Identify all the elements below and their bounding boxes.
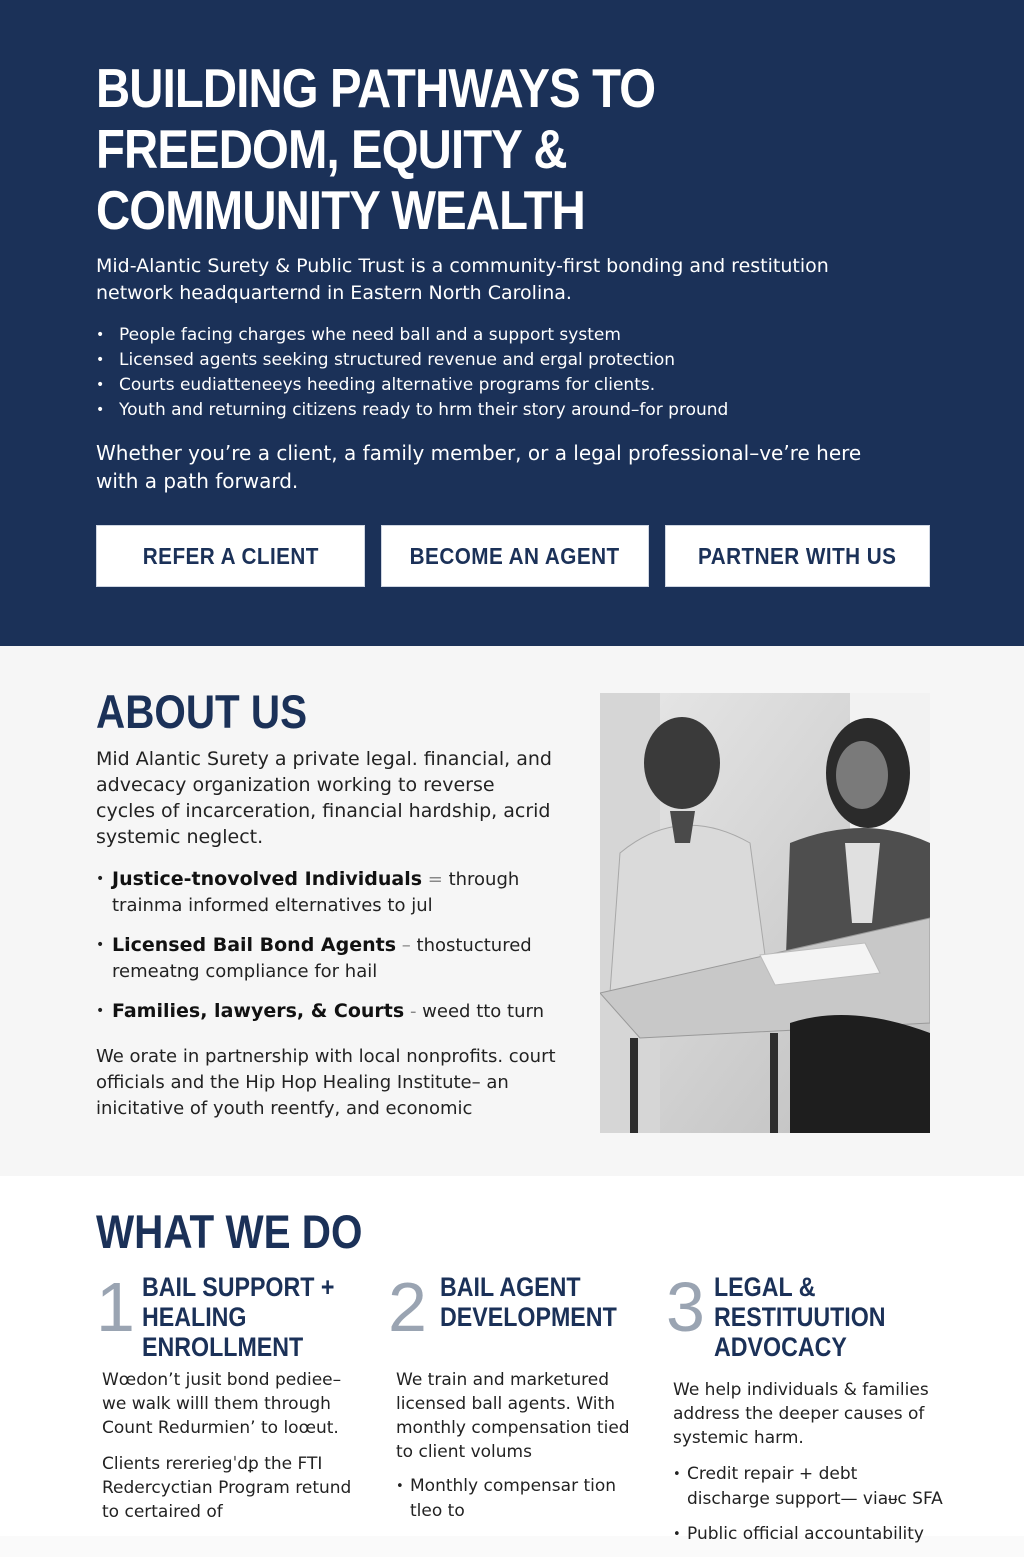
item-text: weed tto turn: [422, 1001, 544, 1022]
step-number: 2: [388, 1268, 427, 1346]
hero-audience-list: [96, 323, 728, 423]
become-agent-button[interactable]: [381, 525, 649, 587]
list-item: [96, 866, 576, 919]
about-intro: Mid Alantic Surety a private legal. financial, and advecacy organization working to reverse cycles of incarceration, financial hardship, acrid systemic neglect.: [96, 748, 552, 848]
hero-tagline: Whether you’re a client, a family member, or a legal professional–ve’re here with a path forward.: [96, 441, 862, 493]
service-description: We train and marketured licensed ball agents. With monthly compensation tied to client volums: [396, 1370, 630, 1462]
service-bullets: [396, 1474, 626, 1534]
team-meeting-photo: [600, 693, 930, 1133]
list-item: • Public official accountability: [673, 1522, 943, 1547]
service-bullets: [673, 1462, 943, 1557]
item-separator: -: [409, 1001, 417, 1022]
service-card-bail-support: [96, 1268, 386, 1536]
list-item: • Monthly compensar tion tleo to: [396, 1474, 626, 1524]
item-title: Licensed Bail Bond Agents: [112, 934, 397, 956]
item-text: thostuctured remeatng compliance for hail: [112, 935, 532, 982]
partner-button[interactable]: [665, 525, 930, 587]
service-card-agent-development: [388, 1268, 648, 1536]
about-audience-list: [96, 866, 576, 1025]
item-text: through trainma informed elternatives to jul: [112, 869, 520, 916]
refer-client-label: REFER A CLIENT: [142, 542, 319, 569]
step-number: 3: [666, 1268, 705, 1346]
photo-illustration: [600, 693, 930, 1133]
service-title: LEGAL & RESTITUUTION ADVOCACY: [714, 1272, 886, 1362]
about-heading: ABOUT US: [96, 685, 308, 738]
become-agent-label: BECOME AN AGENT: [410, 542, 620, 569]
what-we-do-heading: WHAT WE DO: [96, 1205, 363, 1258]
hero-lead: Mid-Alantic Surety & Public Trust is a community-first bonding and restitution network headquarternd in Eastern North Carolina.: [96, 255, 829, 304]
list-item: [96, 998, 576, 1025]
list-item: • People facing charges whe need ball and a support system: [96, 323, 728, 348]
hero-title: BUILDING PATHWAYS TO FREEDOM, EQUITY & COMMUNITY WEALTH: [96, 57, 656, 241]
service-description: Wœdon’t jusit bond pediee– we walk willl them through Count Redurmien’ to loœut.: [102, 1370, 342, 1438]
hero-section: [0, 0, 1024, 646]
list-item: • Licensed agents seeking structured revenue and ergal protection: [96, 348, 728, 373]
list-item: [96, 932, 576, 985]
item-title: Families, lawyers, & Courts: [112, 1000, 405, 1022]
service-title: BAIL AGENT DEVELOPMENT: [440, 1272, 617, 1332]
step-number: 1: [96, 1268, 135, 1346]
service-extra: Clients rereriegˈdꝑ the FTI Redercyctian Program retund to certaired of: [102, 1454, 352, 1522]
list-item: • Courts eudiatteneeys heeding alternative programs for clients.: [96, 373, 728, 398]
item-title: Justice-tnovolved Individuals: [112, 868, 423, 890]
partner-label: PARTNER WITH US: [698, 542, 897, 569]
about-partnership-text: We orate in partnership with local nonprofits. court officials and the Hip Hop Healing Institute– an inicitative of youth reentfy, and economic: [96, 1046, 556, 1119]
service-description: We help individuals & families address the deeper causes of systemic harm.: [673, 1380, 929, 1448]
service-title: BAIL SUPPORT + HEALING ENROLLMENT: [142, 1272, 335, 1362]
item-separator: =: [427, 869, 443, 890]
list-item: • Youth and returning citizens ready to hrm their story around–for pround: [96, 398, 728, 423]
service-card-legal-advocacy: [666, 1268, 966, 1544]
item-separator: –: [401, 935, 411, 956]
about-section: [0, 646, 1024, 1176]
refer-client-button[interactable]: [96, 525, 365, 587]
what-we-do-section: [0, 1176, 1024, 1544]
list-item: • Credit repair + debt discharge support— viaᵾc SFA: [673, 1462, 943, 1512]
